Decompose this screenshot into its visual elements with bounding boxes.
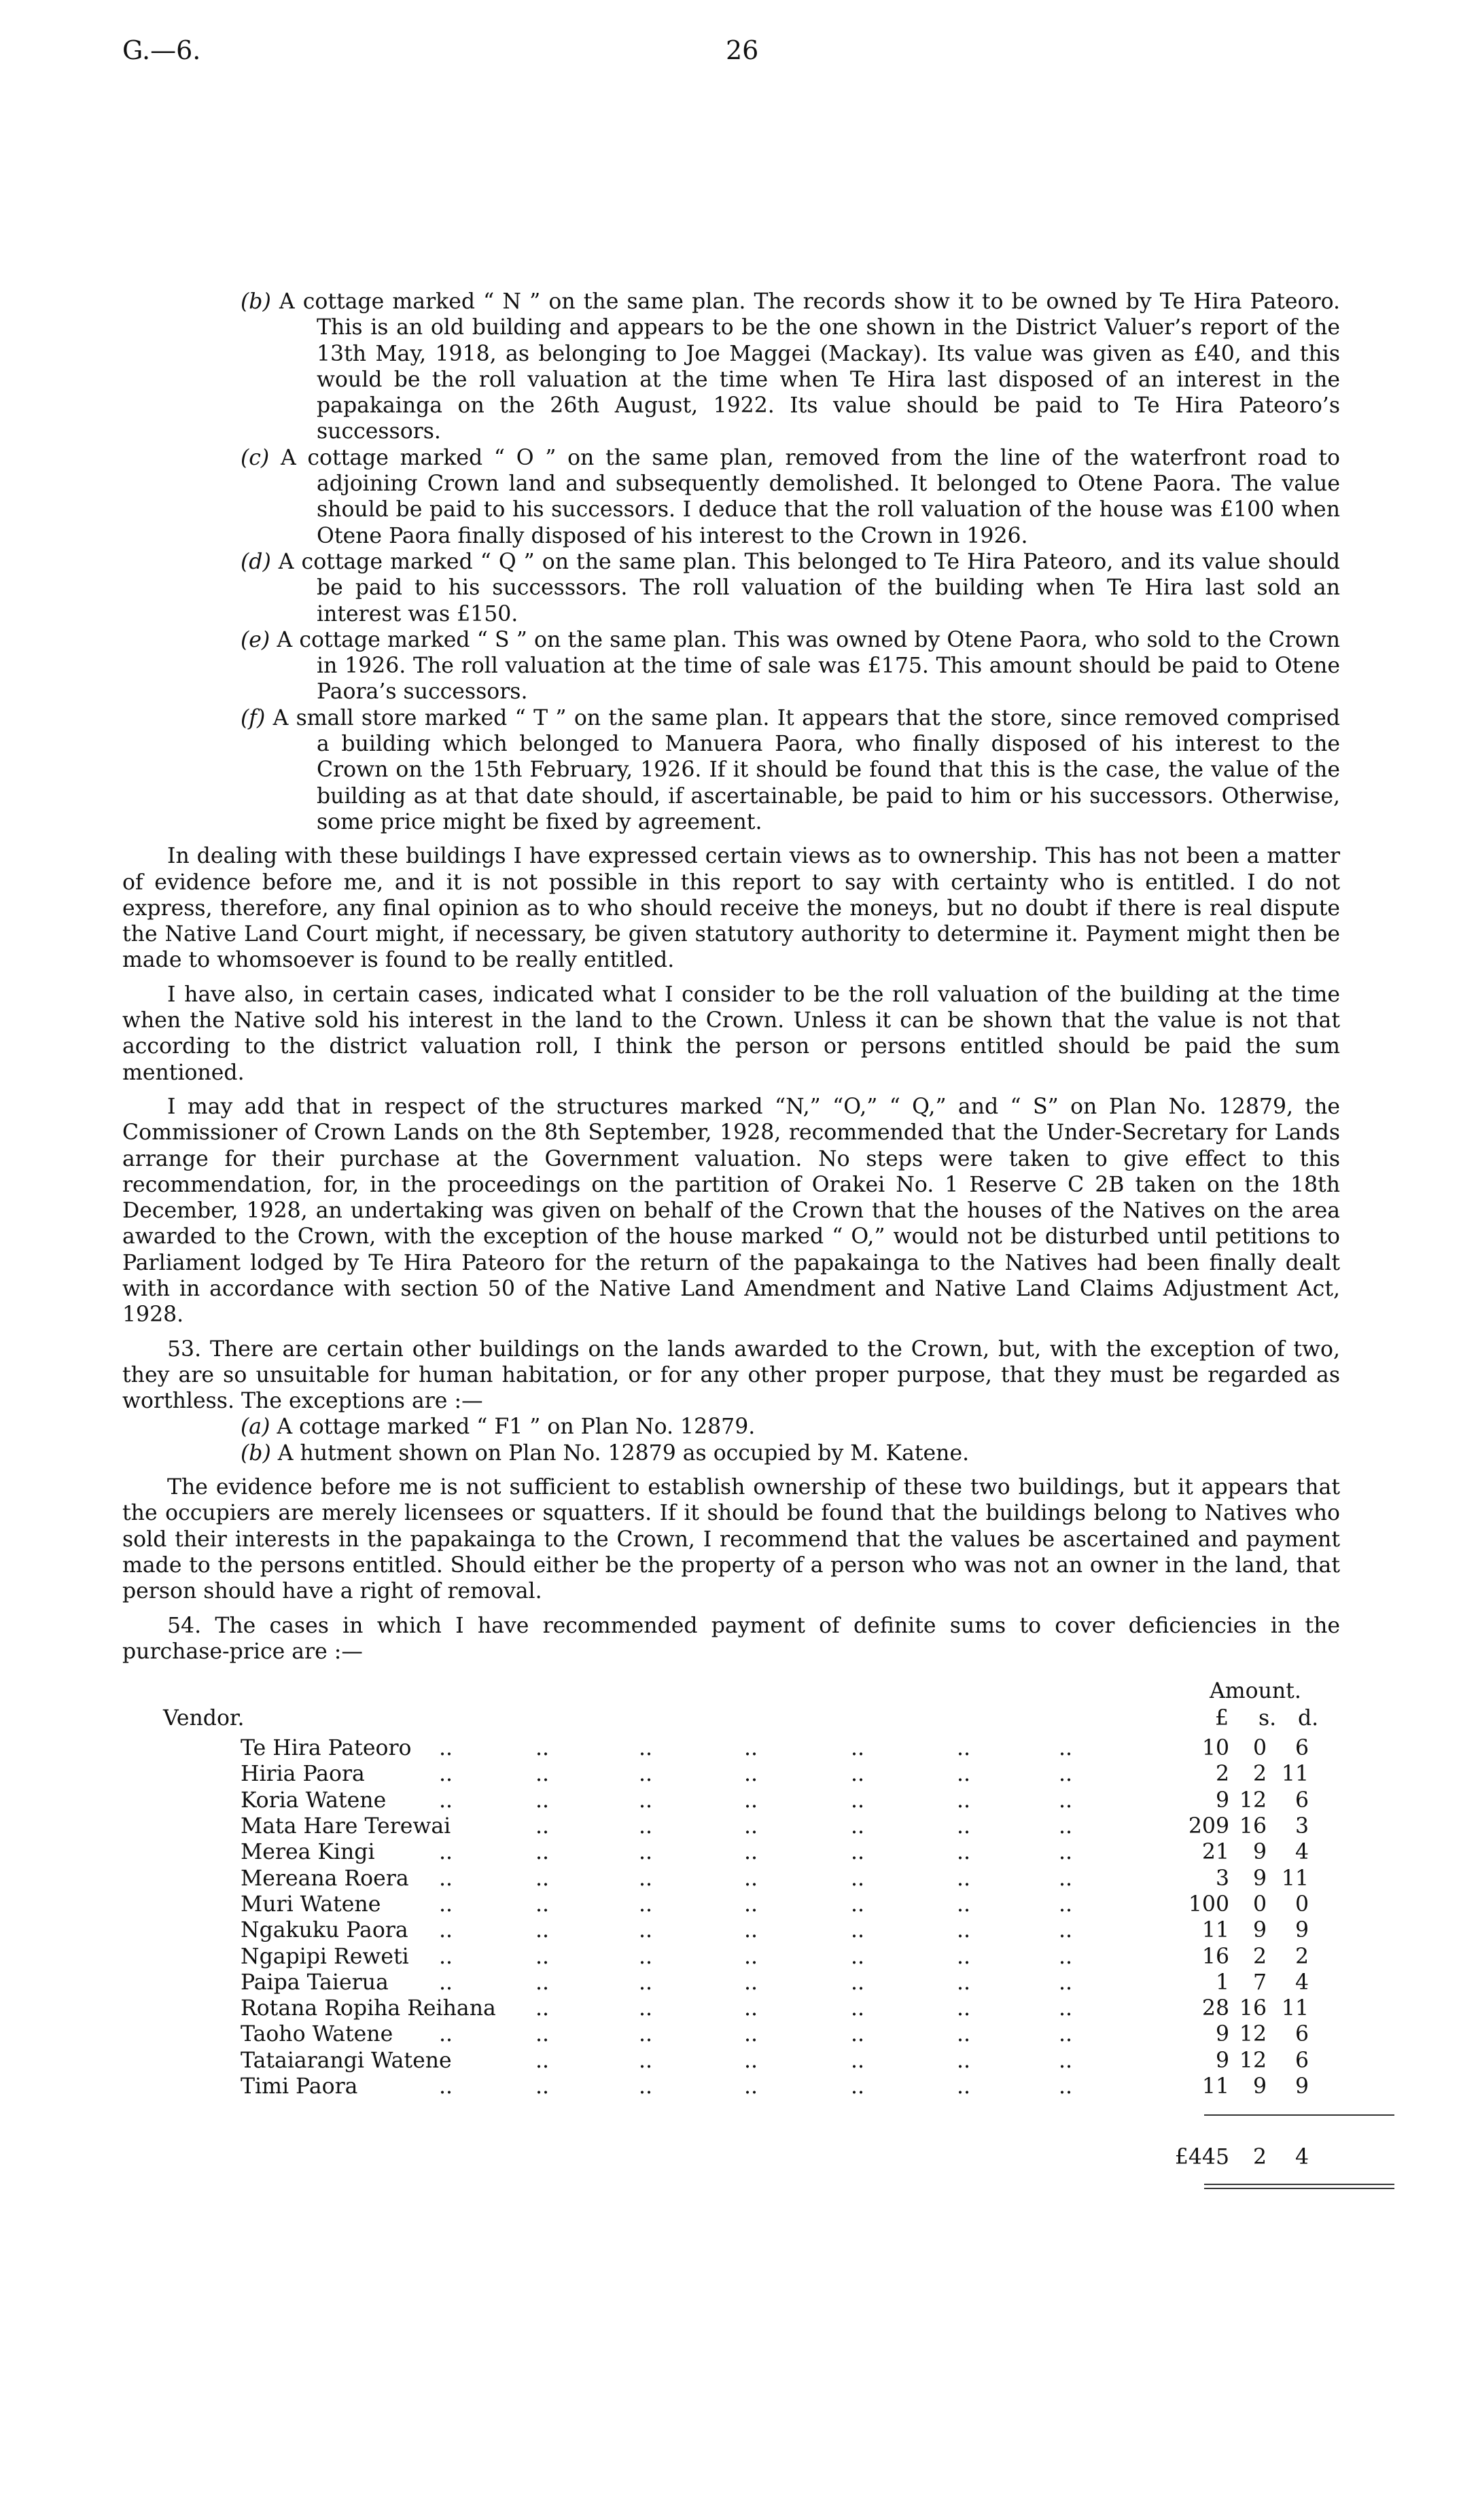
leader-dots: .. [1059, 1788, 1073, 1813]
double-rule [1204, 2184, 1394, 2185]
list-item [122, 1414, 1340, 1440]
leader-dots: .. [744, 1918, 758, 1943]
amount-pence: 0 [1295, 1892, 1309, 1917]
amount-pounds: 21 [1201, 1840, 1229, 1865]
amount-shillings: 16 [1239, 1996, 1267, 2021]
leader-dots: .. [744, 1814, 758, 1839]
amount-pounds: 9 [1215, 2022, 1229, 2047]
table-row [122, 1788, 1340, 1813]
amount-pence: 11 [1281, 1996, 1309, 2021]
amount-pounds: 2 [1215, 1762, 1229, 1787]
item-text: A hutment shown on Plan No. 12879 as occupied by M. Katene. [277, 1440, 970, 1466]
list-item [122, 549, 1340, 627]
leader-dots: .. [439, 1840, 453, 1865]
item-label: (f) [241, 705, 266, 730]
paragraph: 54. The cases in which I have recommended payment of definite sums to cover deficiencies in the purchase-price are :— [122, 1613, 1340, 1664]
exception-items [122, 1414, 1340, 1466]
double-rule [1204, 2188, 1394, 2189]
total-row [122, 2144, 1340, 2170]
leader-dots: .. [639, 1736, 653, 1761]
leader-dots: .. [957, 2048, 971, 2073]
leader-dots: .. [439, 1970, 453, 1995]
list-item [122, 627, 1340, 705]
leader-dots: .. [639, 1996, 653, 2021]
vendor-name: Ngakuku Paora [241, 1918, 408, 1943]
leader-dots: .. [851, 1970, 865, 1995]
leader-dots: .. [744, 1970, 758, 1995]
amount-shillings: 0 [1252, 1892, 1267, 1917]
item-text: A cottage marked “ F1 ” on Plan No. 12879. [277, 1415, 756, 1440]
list-item [122, 445, 1340, 549]
amount-pounds: 28 [1201, 1996, 1229, 2021]
amount-pence: 3 [1295, 1814, 1309, 1839]
leader-dots: .. [957, 2074, 971, 2099]
leader-dots: .. [639, 2074, 653, 2099]
total-pounds: £445 [1174, 2145, 1229, 2170]
leader-dots: .. [439, 1892, 453, 1917]
total-pence: 4 [1295, 2145, 1309, 2170]
amount-shillings: 12 [1239, 1788, 1267, 1813]
amount-pence: 6 [1295, 1788, 1309, 1813]
leader-dots: .. [744, 1788, 758, 1813]
leader-dots: .. [957, 1996, 971, 2021]
leader-dots: .. [1059, 1918, 1073, 1943]
leader-dots: .. [535, 1814, 550, 1839]
item-label: (b) [241, 1440, 271, 1466]
pounds-header: £ [1215, 1706, 1229, 1731]
leader-dots: .. [851, 1840, 865, 1865]
leader-dots: .. [535, 1762, 550, 1787]
amount-pounds: 9 [1215, 1788, 1229, 1813]
item-text: A cottage marked “ O ” on the same plan, removed from the line of the waterfront road to adjoining Crown land and subsequently demolished. It belonged to Otene Paora. The value should be paid to his successors. I deduce that the roll valuation of the house was £100 when Otene Paora finally disposed of his interest to the Crown in 1926. [280, 445, 1341, 548]
leader-dots: .. [957, 1892, 971, 1917]
item-label: (d) [241, 549, 271, 574]
vendor-name: Muri Watene [241, 1892, 381, 1917]
leader-dots: .. [744, 2048, 758, 2073]
leader-dots: .. [957, 1866, 971, 1891]
amount-pence: 11 [1281, 1866, 1309, 1891]
paragraph: I have also, in certain cases, indicated what I consider to be the roll valuation of the building at the time when the Native sold his interest in the land to the Crown. Unless it can be shown that the value is not that according to the district valuation roll, I think the person or persons entitled should be paid the sum mentioned. [122, 982, 1340, 1085]
paragraph: The evidence before me is not sufficient to establish ownership of these two buildings, but it appears that the occupiers are merely licensees or squatters. If it should be found that the buildings belong to Natives who sold their interests in the papakainga to the Crown, I recommend that the values be ascertained and payment made to the persons entitled. Should either be the property of a person who was not an owner in the land, that person should have a right of removal. [122, 1475, 1340, 1604]
amount-shillings: 12 [1239, 2048, 1267, 2073]
leader-dots: .. [1059, 1840, 1073, 1865]
leader-dots: .. [535, 1996, 550, 2021]
leader-dots: .. [851, 1918, 865, 1943]
table-row [122, 2021, 1340, 2047]
paragraph: I may add that in respect of the structures marked “N,” “O,” “ Q,” and “ S” on Plan No. 12879, the Commissioner of Crown Lands on the 8th September, 1928, recommended that the Under-Secretary for Lands arrange for their purchase at the Government valuation. No steps were taken to give effect to this recommendation, for, in the proceedings on the partition of Orakei No. 1 Reserve C 2B taken on the 18th December, 1928, an undertaking was given on behalf of the Crown that the houses of the Natives on the area awarded to the Crown, with the exception of the house marked “ O,” would not be disturbed until petitions to Parliament lodged by Te Hira Pateoro for the return of the papakainga to the Natives had been finally dealt with in accordance with section 50 of the Native Land Amendment and Native Land Claims Adjustment Act, 1928. [122, 1094, 1340, 1328]
vendor-name: Taoho Watene [241, 2022, 393, 2047]
item-label: (a) [241, 1415, 270, 1440]
leader-dots: .. [639, 1944, 653, 1969]
amount-pounds: 10 [1201, 1736, 1229, 1761]
leader-dots: .. [439, 2074, 453, 2099]
leader-dots: .. [535, 1970, 550, 1995]
leader-dots: .. [957, 1736, 971, 1761]
leader-dots: .. [957, 1944, 971, 1969]
amount-pounds: 16 [1201, 1944, 1229, 1969]
table-row [122, 1839, 1340, 1865]
leader-dots: .. [639, 1762, 653, 1787]
vendor-name: Mereana Roera [241, 1866, 409, 1891]
leader-dots: .. [957, 1788, 971, 1813]
amount-shillings: 9 [1252, 1918, 1267, 1943]
leader-dots: .. [439, 1866, 453, 1891]
leader-dots: .. [1059, 1814, 1073, 1839]
paragraphs-after [122, 1474, 1340, 1665]
vendor-name: Tataiarangi Watene [241, 2048, 452, 2073]
table-row [122, 1761, 1340, 1787]
amount-pence: 4 [1295, 1970, 1309, 1995]
leader-dots: .. [639, 1970, 653, 1995]
amount-pounds: 11 [1201, 1918, 1229, 1943]
leader-dots: .. [639, 1866, 653, 1891]
amount-shillings: 2 [1252, 1762, 1267, 1787]
amount-shillings: 16 [1239, 1814, 1267, 1839]
leader-dots: .. [851, 1788, 865, 1813]
amount-pence: 6 [1295, 1736, 1309, 1761]
leader-dots: .. [957, 1762, 971, 1787]
paragraph: In dealing with these buildings I have expressed certain views as to ownership. This has not been a matter of evidence before me, and it is not possible in this report to say with certainty who is entitled. I do not express, therefore, any final opinion as to who should receive the moneys, but no doubt if there is real dispute the Native Land Court might, if necessary, be given statutory authority to determine it. Payment might then be made to whomsoever is found to be really entitled. [122, 844, 1340, 973]
leader-dots: .. [535, 1736, 550, 1761]
leader-dots: .. [535, 1944, 550, 1969]
leader-dots: .. [439, 2022, 453, 2047]
leader-dots: .. [1059, 2048, 1073, 2073]
pence-header: d. [1298, 1706, 1319, 1731]
leader-dots: .. [535, 1892, 550, 1917]
item-text: A cottage marked “ S ” on the same plan. This was owned by Otene Paora, who sold to the Crown in 1926. The roll valuation at the time of sale was £175. This amount should be paid to Otene Paora’s successors. [277, 627, 1340, 705]
leader-dots: .. [1059, 1892, 1073, 1917]
leader-dots: .. [439, 1788, 453, 1813]
amount-shillings: 12 [1239, 2022, 1267, 2047]
amount-pounds: 1 [1215, 1970, 1229, 1995]
amount-pence: 11 [1281, 1762, 1309, 1787]
leader-dots: .. [957, 1970, 971, 1995]
vendor-name: Mata Hare Terewai [241, 1814, 451, 1839]
vendor-name: Rotana Ropiha Reihana [241, 1996, 496, 2021]
total-rule [1204, 2114, 1394, 2116]
item-text: A cottage marked “ Q ” on the same plan. This belonged to Te Hira Pateoro, and its value should be paid to his successsors. The roll valuation of the building when Te Hira last sold an interest was £150. [278, 549, 1341, 626]
amount-shillings: 9 [1252, 2074, 1267, 2099]
leader-dots: .. [535, 1918, 550, 1943]
leader-dots: .. [851, 1736, 865, 1761]
vendor-name: Ngapipi Reweti [241, 1944, 409, 1969]
leader-dots: .. [957, 1840, 971, 1865]
building-items [122, 289, 1340, 835]
leader-dots: .. [439, 1736, 453, 1761]
vendor-name: Timi Paora [241, 2074, 358, 2099]
leader-dots: .. [639, 1840, 653, 1865]
leader-dots: .. [851, 1996, 865, 2021]
leader-dots: .. [744, 2074, 758, 2099]
leader-dots: .. [535, 2048, 550, 2073]
leader-dots: .. [744, 1944, 758, 1969]
leader-dots: .. [744, 1736, 758, 1761]
amount-shillings: 9 [1252, 1840, 1267, 1865]
leader-dots: .. [744, 1892, 758, 1917]
vendor-name: Koria Watene [241, 1788, 387, 1813]
leader-dots: .. [1059, 1736, 1073, 1761]
leader-dots: .. [744, 1840, 758, 1865]
vendor-name: Hiria Paora [241, 1762, 365, 1787]
leader-dots: .. [439, 1944, 453, 1969]
leader-dots: .. [957, 2022, 971, 2047]
table-row [122, 2074, 1340, 2099]
amount-pounds: 100 [1188, 1892, 1229, 1917]
leader-dots: .. [439, 1762, 453, 1787]
vendor-name: Te Hira Pateoro [241, 1736, 412, 1761]
amount-pounds: 3 [1215, 1866, 1229, 1891]
amount-shillings: 2 [1252, 1944, 1267, 1969]
leader-dots: .. [744, 1996, 758, 2021]
leader-dots: .. [1059, 1996, 1073, 2021]
document-code: G.—6. [122, 35, 201, 65]
amount-pence: 6 [1295, 2048, 1309, 2073]
amount-pounds: 209 [1188, 1814, 1229, 1839]
vendor-name: Paipa Taierua [241, 1970, 389, 1995]
amount-pence: 2 [1295, 1944, 1309, 1969]
item-text: A cottage marked “ N ” on the same plan. The records show it to be owned by Te Hira Pateoro. This is an old building and appears to be the one shown in the District Valuer’s report of the 13th May, 1918, as belonging to Joe Maggei (Mackay). Its value was given as £40, and this would be the roll valuation at the time when Te Hira last disposed of an interest in the papakainga on the 26th August, 1922. Its value should be paid to Te Hira Pateoro’s successors. [279, 289, 1340, 444]
list-item [122, 705, 1340, 835]
table-row [122, 1995, 1340, 2021]
table-row [122, 1735, 1340, 1761]
amount-pence: 4 [1295, 1840, 1309, 1865]
amount-pence: 6 [1295, 2022, 1309, 2047]
leader-dots: .. [439, 1918, 453, 1943]
leader-dots: .. [851, 1762, 865, 1787]
table-row [122, 1866, 1340, 1892]
table-row [122, 2048, 1340, 2074]
item-label: (c) [241, 445, 270, 470]
amount-shillings: 9 [1252, 1866, 1267, 1891]
leader-dots: .. [851, 2048, 865, 2073]
leader-dots: .. [957, 1814, 971, 1839]
leader-dots: .. [851, 1814, 865, 1839]
leader-dots: .. [1059, 1970, 1073, 1995]
leader-dots: .. [1059, 2022, 1073, 2047]
amount-shillings: 7 [1252, 1970, 1267, 1995]
leader-dots: .. [1059, 1944, 1073, 1969]
leader-dots: .. [535, 2022, 550, 2047]
leader-dots: .. [639, 1788, 653, 1813]
paragraphs [122, 843, 1340, 1414]
shillings-header: s. [1258, 1706, 1277, 1731]
leader-dots: .. [639, 2022, 653, 2047]
leader-dots: .. [639, 1918, 653, 1943]
amount-shillings: 0 [1252, 1736, 1267, 1761]
table-row [122, 1813, 1340, 1839]
leader-dots: .. [639, 1814, 653, 1839]
leader-dots: .. [639, 2048, 653, 2073]
payment-table [122, 1678, 1340, 2222]
leader-dots: .. [1059, 1762, 1073, 1787]
paragraph: 53. There are certain other buildings on the lands awarded to the Crown, but, with the exception of two, they are so unsuitable for human habitation, or for any other proper purpose, that they must be regarded as worthless. The exceptions are :— [122, 1336, 1340, 1414]
leader-dots: .. [851, 1866, 865, 1891]
page-body [122, 289, 1340, 2222]
vendor-header: Vendor. [163, 1706, 245, 1731]
amount-pounds: 11 [1201, 2074, 1229, 2099]
leader-dots: .. [535, 1866, 550, 1891]
leader-dots: .. [744, 1762, 758, 1787]
leader-dots: .. [744, 1866, 758, 1891]
table-row [122, 1892, 1340, 1917]
leader-dots: .. [851, 2022, 865, 2047]
total-shillings: 2 [1252, 2145, 1267, 2170]
list-item [122, 289, 1340, 445]
item-label: (b) [241, 289, 271, 314]
table-row [122, 1917, 1340, 1943]
leader-dots: .. [1059, 2074, 1073, 2099]
leader-dots: .. [957, 1918, 971, 1943]
leader-dots: .. [851, 1944, 865, 1969]
page-number: 26 [726, 35, 759, 65]
item-text: A small store marked “ T ” on the same plan. It appears that the store, since removed comprised a building which belonged to Manuera Paora, who finally disposed of his interest to the Crown on the 15th February, 1926. If it should be found that this is the case, the value of the building as at that date should, if ascertainable, be paid to him or his successors. Otherwise, some price might be fixed by agreement. [272, 705, 1340, 834]
vendor-name: Merea Kingi [241, 1840, 375, 1865]
leader-dots: .. [1059, 1866, 1073, 1891]
table-row [122, 1944, 1340, 1970]
amount-pounds: 9 [1215, 2048, 1229, 2073]
leader-dots: .. [535, 1788, 550, 1813]
leader-dots: .. [535, 2074, 550, 2099]
amount-header: Amount. [1210, 1679, 1301, 1704]
leader-dots: .. [535, 1840, 550, 1865]
leader-dots: .. [639, 1892, 653, 1917]
amount-pence: 9 [1295, 2074, 1309, 2099]
leader-dots: .. [851, 2074, 865, 2099]
table-row [122, 1970, 1340, 1995]
leader-dots: .. [744, 2022, 758, 2047]
list-item [122, 1440, 1340, 1466]
item-label: (e) [241, 627, 270, 652]
leader-dots: .. [851, 1892, 865, 1917]
amount-pence: 9 [1295, 1918, 1309, 1943]
